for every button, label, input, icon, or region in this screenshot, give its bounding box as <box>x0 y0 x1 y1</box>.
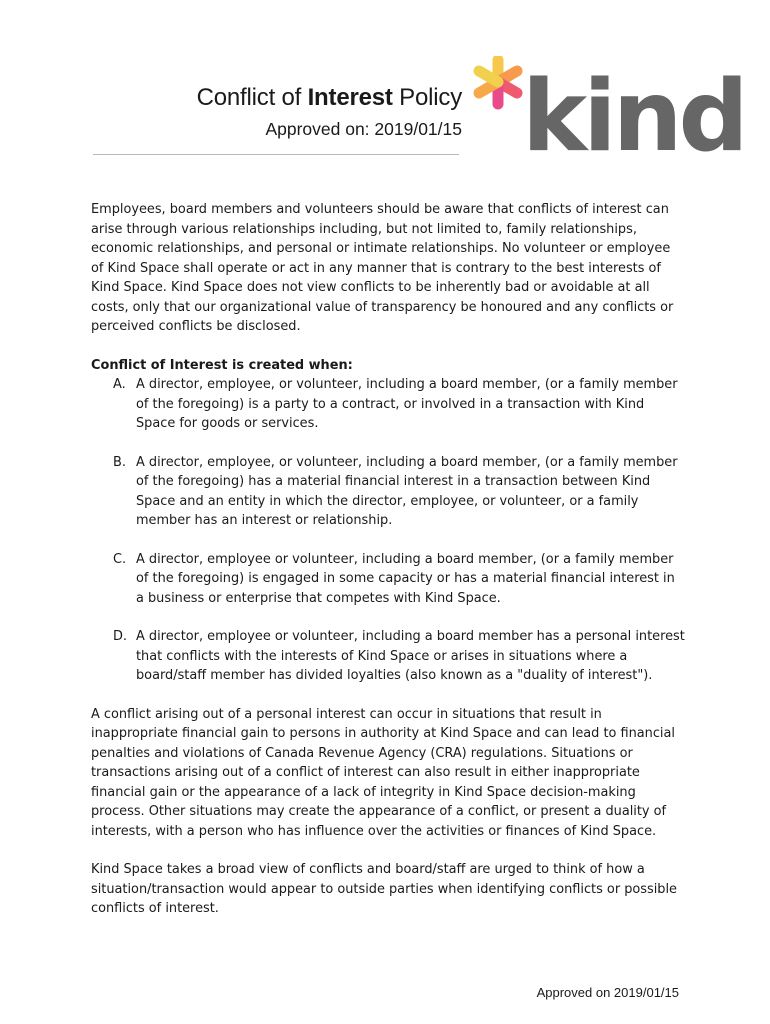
list-marker: D. <box>113 629 128 644</box>
footer-approved-date: Approved on 2019/01/15 <box>536 985 679 1000</box>
list-item-text: A director, employee, or volunteer, including a board member, (or a family member of the foregoing) has a material financial interest in a transaction between Kind Space and an entity in which the director, employee, or volunteer, or a family member has an interest or relationship. <box>136 454 678 528</box>
body-paragraph-3: Kind Space takes a broad view of conflicts and board/staff are urged to think of how a situation/transaction would appear to outside parties when identifying conflicts or possible conflicts of interest. <box>91 862 677 916</box>
list-marker: B. <box>113 454 126 470</box>
body-paragraph-2: A conflict arising out of a personal interest can occur in situations that result in inappropriate financial gain to persons in authority at Kind Space and can lead to financial penalties and violations of Canada Revenue Agency (CRA) regulations. Situations or transactions arising out of a conflict of interest can also result in either inappropriate financial gain or the appearance of a lack of integrity in Kind Space decision-making process. Other situations may create the appearance of a conflict, or present a duality of interests, with a person who has influence over the activities or finances of Kind Space. <box>91 706 675 839</box>
title-suffix: Policy <box>392 84 462 111</box>
section-heading: Conflict of Interest is created when: <box>91 357 353 373</box>
page-title <box>0 84 462 112</box>
list-marker: A. <box>113 377 126 392</box>
list-marker: C. <box>113 551 127 567</box>
policy-body <box>91 200 685 919</box>
title-bold: Interest <box>307 84 393 111</box>
list-item <box>91 627 685 686</box>
list-item <box>91 550 685 609</box>
list-item <box>91 375 685 434</box>
conditions-list <box>91 375 685 686</box>
intro-paragraph: Employees, board members and volunteers should be aware that conflicts of interest can arise through various relationships including, but not limited to, family relationships, economic relationships, and personal or intimate relationships. No volunteer or employee of Kind Space shall operate or act in any manner that is contrary to the best interests of Kind Space. Kind Space does not view conflicts to be inherently bad or avoidable at all costs, only that our organizational value of transparency be honoured and any conflicts or perceived conflicts be disclosed. <box>91 202 674 334</box>
header-divider <box>93 154 459 155</box>
title-prefix: Conflict of <box>196 84 308 111</box>
list-item-text: A director, employee or volunteer, including a board member has a personal interest that conflicts with the interests of Kind Space or arises in situations where a board/staff member has divided loyalties (also known as a "duality of interest"). <box>136 629 685 683</box>
kind-logo-text: kind <box>522 60 745 174</box>
approved-date-header: Approved on: 2019/01/15 <box>265 119 462 139</box>
list-item-text: A director, employee, or volunteer, including a board member, (or a family member of the foregoing) is a party to a contract, or involved in a transaction with Kind Space for goods or services. <box>136 377 678 431</box>
list-item-text: A director, employee or volunteer, including a board member, (or a family member of the foregoing) is engaged in some capacity or has a material financial interest in a business or enterprise that competes with Kind Space. <box>136 551 675 606</box>
list-item <box>91 453 685 531</box>
